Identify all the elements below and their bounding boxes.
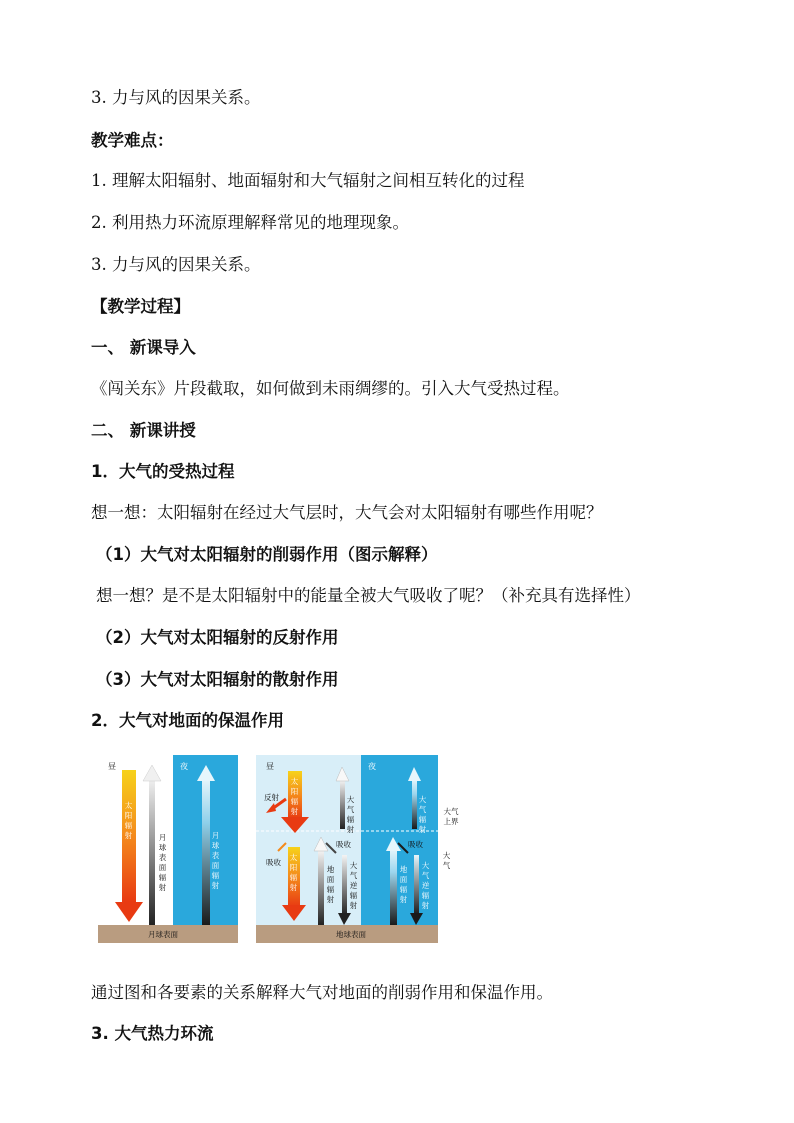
text-line: 想一想？是不是太阳辐射中的能量全被大气吸收了呢？（补充具有选择性） [96,586,641,605]
earth-figure-graphic [256,755,461,943]
solar-radiation-label: 太阳辐射 [124,801,133,840]
atmo-radiation-day-label: 大气辐射 [346,795,355,834]
text-line: 《闯关东》片段截取，如何做到未雨绸缪的。引入大气受热过程。 [91,379,570,398]
section-heading: 1．大气的受热过程 [91,462,235,481]
earth-surface-label: 地球表面 [336,930,366,939]
moon-surface-radiation-day-label: 月球表面辐射 [158,833,167,892]
text-line: 3. 力与风的因果关系。 [91,88,261,107]
section-heading: 一、 新课导入 [91,338,196,357]
text-line: 3. 力与风的因果关系。 [91,255,261,274]
text-line: 1. 理解太阳辐射、地面辐射和大气辐射之间相互转化的过程 [91,171,525,190]
ground-radiation-night-label: 地面辐射 [399,865,408,904]
day-label: 昼 [108,762,116,771]
text-line: 想一想：太阳辐射在经过大气层时，大气会对太阳辐射有哪些作用呢？ [91,503,603,522]
section-heading: 二、 新课讲授 [91,421,196,440]
text-line: 2. 利用热力环流原理解释常见的地理现象。 [91,213,409,232]
atmo-radiation-night-label: 大气辐射 [418,795,427,834]
counter-radiation-day-label: 大气逆辐射 [349,861,358,910]
section-heading: （1）大气对太阳辐射的削弱作用（图示解释） [96,545,438,564]
section-heading: 2．大气对地面的保温作用 [91,711,284,730]
section-heading: 【教学过程】 [91,297,190,316]
absorb-label: 吸收 [266,858,281,867]
moon-radiation-figure [98,755,238,943]
solar-radiation-bottom-label: 太阳辐射 [289,853,298,892]
section-heading: 教学难点： [91,131,174,150]
moon-surface-label: 月球表面 [148,930,178,939]
reflect-label: 反射 [264,793,279,802]
text-line: 通过图和各要素的关系解释大气对地面的削弱作用和保温作用。 [91,983,553,1002]
section-heading: 3. 大气热力环流 [91,1024,214,1043]
absorb-label: 吸收 [336,840,351,849]
ground-radiation-day-label: 地面辐射 [326,865,335,904]
day-label: 昼 [266,762,274,771]
absorb-label: 吸收 [408,840,423,849]
solar-radiation-top-label: 太阳辐射 [290,777,299,816]
section-heading: （3）大气对太阳辐射的散射作用 [96,670,339,689]
night-label: 夜 [368,762,376,771]
earth-radiation-figure [256,755,461,943]
night-label: 夜 [180,762,188,771]
moon-surface-radiation-night-label: 月球表面辐射 [211,831,220,890]
atmosphere-label: 大气 [442,851,451,870]
counter-radiation-night-label: 大气逆辐射 [421,861,430,910]
section-heading: （2）大气对太阳辐射的反射作用 [96,628,339,647]
upper-atmosphere-label: 大气上界 [443,807,459,826]
